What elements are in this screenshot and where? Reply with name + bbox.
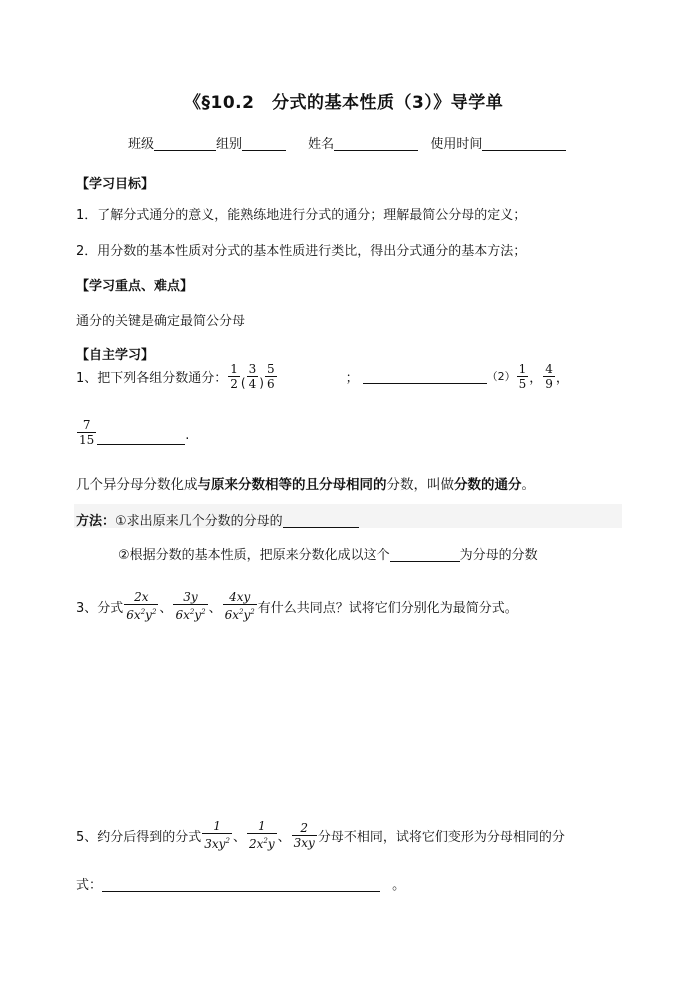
q3-den-exp: 2	[151, 608, 157, 616]
method-1	[76, 510, 359, 529]
info-line	[128, 133, 566, 152]
definition	[76, 473, 535, 493]
q3-sep: 、	[208, 600, 222, 616]
q3-prefix: 3、分式	[76, 600, 124, 616]
q3-den-coef: 6	[224, 608, 233, 622]
q3-den-y: y	[194, 608, 202, 622]
q3-den-y: y	[145, 608, 152, 622]
q3-den-x: x	[133, 608, 141, 622]
q3-fraction-2: $\frac{3y}{6x^2y^2}$	[175, 590, 206, 622]
fraction-3-4: $\frac{3}{4}$	[248, 361, 257, 391]
q1-semicolon: ；	[345, 370, 359, 386]
keypoints-text: 通分的关键是确定最简公分母	[76, 314, 246, 329]
q5-f2-exp: 2	[263, 837, 268, 845]
q3-den-y: y	[243, 608, 251, 622]
definition-mid: 分数，叫做	[386, 477, 454, 493]
method-2	[118, 544, 538, 563]
q5-prefix: 5、约分后得到的分式	[76, 829, 202, 845]
q3-sep: 、	[159, 600, 173, 616]
q5-fraction-1: $\frac{1}{3xy^2}$	[204, 819, 230, 851]
q5-f3-den: 3xy	[293, 835, 315, 850]
question-5-line1	[76, 812, 565, 858]
method-2-pre: ②根据分数的基本性质，把原来分数化成以这个	[118, 548, 390, 563]
method-1-text: ①求出原来几个分数的分母的	[115, 514, 283, 529]
fraction-7-15: $\frac{7}{15}$	[79, 417, 95, 447]
method-1-blank	[283, 513, 359, 528]
goals-heading: 【学习目标】	[76, 177, 155, 192]
question-5-line2	[76, 874, 405, 893]
q5-suffix: 分母不相同，试将它们变形为分母相同的分	[317, 829, 565, 845]
q3-fraction-3: $\frac{4xy}{6x^2y^2}$	[224, 590, 255, 622]
name-blank	[334, 136, 418, 151]
class-label: 班级	[128, 137, 155, 152]
q3-den-exp: 2	[201, 608, 206, 616]
q5-line2-end: 。	[392, 878, 406, 893]
time-label: 使用时间	[430, 137, 483, 152]
fraction-5-6: $\frac{5}{6}$	[266, 361, 275, 391]
q1-part2: （2）	[486, 370, 516, 383]
q5-fraction-2: $\frac{1}{2x^2y}$	[248, 819, 275, 851]
q3-suffix: 有什么共同点？试将它们分别化为最简分式。	[257, 600, 518, 616]
q5-sep: 、	[232, 829, 246, 845]
definition-pre: 几个异分母分数化成	[76, 477, 198, 493]
selfstudy-heading: 【自主学习】	[76, 348, 155, 363]
class-blank	[154, 136, 216, 151]
q1-answer-blank-2	[97, 430, 185, 445]
q3-den-exp: 2	[250, 608, 255, 616]
paren-open: (	[240, 376, 246, 390]
q3-fraction-1: $\frac{2x}{6x^2y^2}$	[126, 590, 157, 622]
q5-sep: 、	[277, 829, 291, 845]
q5-f2-den-post: y	[267, 837, 275, 851]
comma-2: ，	[555, 370, 569, 386]
period: .	[185, 427, 190, 443]
fraction-1-5: $\frac{1}{5}$	[518, 361, 527, 391]
definition-end: 。	[521, 477, 535, 493]
q3-den-x: x	[232, 608, 240, 622]
goal-item-1: 1．了解分式通分的意义，能熟练地进行分式的通分；理解最简公分母的定义；	[76, 208, 527, 223]
q3-den-exp: 2	[140, 608, 146, 616]
q1-prefix: 1、把下列各组分数通分：	[76, 370, 228, 386]
q3-den-exp: 2	[239, 608, 244, 616]
q5-f2-den-pre: 2x	[248, 837, 264, 851]
keypoints-heading: 【学习重点、难点】	[76, 279, 194, 294]
definition-bold-2: 分数的通分	[454, 477, 522, 493]
name-label: 姓名	[308, 137, 335, 152]
comma-1: ，	[529, 370, 543, 386]
q5-fraction-3: $\frac{2}{3xy}$	[293, 820, 315, 850]
fraction-4-9: $\frac{4}{9}$	[545, 361, 553, 391]
q3-den-coef: 6	[126, 608, 134, 622]
group-blank	[242, 136, 286, 151]
definition-bold-1: 与原来分数相等的且分母相同的	[197, 477, 387, 493]
question-1-line2	[76, 414, 189, 450]
q5-f1-den: 3xy	[204, 837, 226, 851]
page-title: 《§10.2 分式的基本性质（3）》导学单	[184, 93, 504, 113]
q3-den-x: x	[183, 608, 190, 622]
method-2-post: 为分母的分数	[459, 548, 538, 563]
q3-den-coef: 6	[175, 608, 184, 622]
goal-item-2: 2．用分数的基本性质对分式的基本性质进行类比，得出分式通分的基本方法；	[76, 244, 527, 259]
question-1-line1	[76, 356, 569, 396]
group-label: 组别	[216, 137, 243, 152]
q5-f1-exp: 2	[225, 837, 230, 845]
time-blank	[482, 136, 566, 151]
question-3	[76, 586, 518, 626]
q5-line2-prefix: 式：	[76, 878, 103, 893]
paren-close: )	[259, 376, 264, 390]
q1-answer-blank-1	[363, 369, 487, 384]
method-2-blank	[390, 547, 460, 562]
q5-answer-blank	[102, 877, 380, 892]
fraction-1-2: $\frac{1}{2}$	[230, 361, 238, 391]
method-label: 方法：	[76, 514, 116, 529]
q3-den-exp: 2	[189, 608, 195, 616]
